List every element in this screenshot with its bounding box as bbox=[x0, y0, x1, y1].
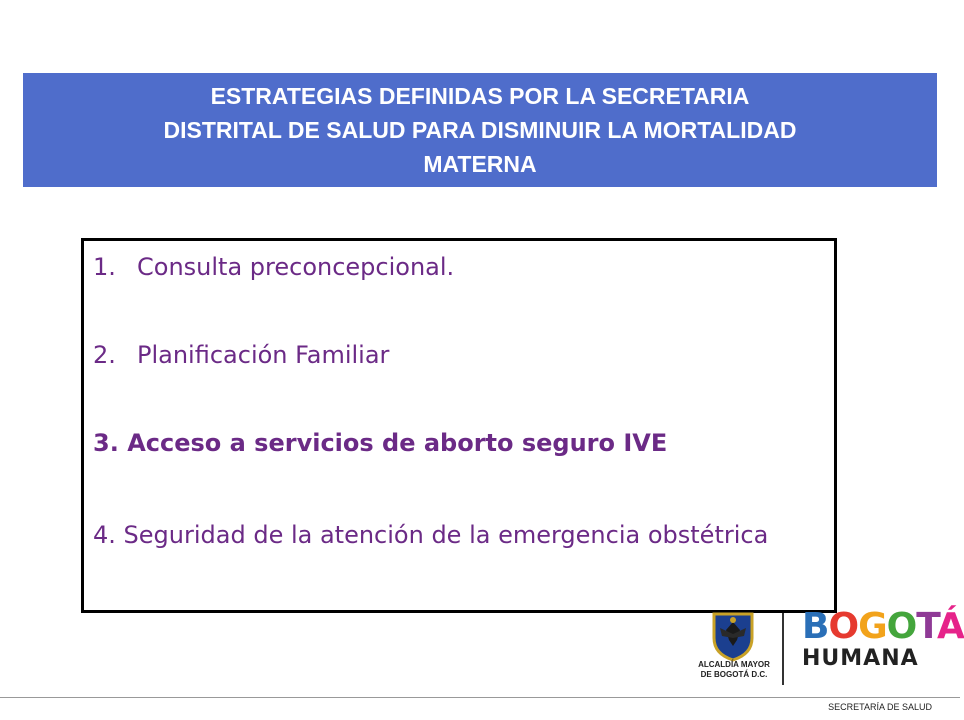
bogota-letter: B bbox=[802, 606, 829, 647]
strategy-text: Planificación Familiar bbox=[137, 341, 390, 369]
bogota-letter: T bbox=[916, 606, 937, 647]
strategy-item-3 bbox=[93, 429, 667, 457]
strategy-text: Acceso a servicios de aborto seguro IVE bbox=[127, 429, 668, 457]
strategy-item-4 bbox=[93, 517, 823, 554]
logo-divider bbox=[782, 613, 784, 685]
title-line-3: MATERNA bbox=[423, 151, 537, 177]
bogota-letter: Á bbox=[937, 606, 964, 647]
bogota-letter: O bbox=[828, 606, 859, 647]
bogota-letter: O bbox=[886, 606, 917, 647]
title-banner bbox=[23, 73, 937, 187]
bogota-logo-text bbox=[802, 605, 964, 649]
strategy-number: 4. bbox=[93, 521, 116, 549]
strategy-item-2 bbox=[93, 341, 389, 369]
bogota-letter: G bbox=[858, 606, 887, 647]
alcaldia-label: ALCALDÍA MAYOR DE BOGOTÁ D.C. bbox=[698, 660, 770, 679]
footer-divider bbox=[0, 697, 960, 698]
strategy-number: 1. bbox=[93, 253, 116, 281]
strategies-box bbox=[81, 238, 837, 613]
coat-of-arms-icon bbox=[710, 610, 756, 662]
footer-label: SECRETARÍA DE SALUD bbox=[828, 702, 932, 712]
title-line-1: ESTRATEGIAS DEFINIDAS POR LA SECRETARIA bbox=[210, 83, 750, 109]
strategy-item-1 bbox=[93, 253, 454, 281]
strategy-text: Consulta preconcepcional. bbox=[137, 253, 455, 281]
strategy-text: Seguridad de la atención de la emergencia obstétrica bbox=[123, 521, 769, 549]
strategy-number: 3. bbox=[93, 429, 119, 457]
strategy-number: 2. bbox=[93, 341, 116, 369]
logo-area bbox=[690, 605, 964, 695]
title-line-2: DISTRITAL DE SALUD PARA DISMINUIR LA MORTALIDAD bbox=[163, 117, 797, 143]
humana-logo-text: HUMANA bbox=[802, 646, 919, 671]
